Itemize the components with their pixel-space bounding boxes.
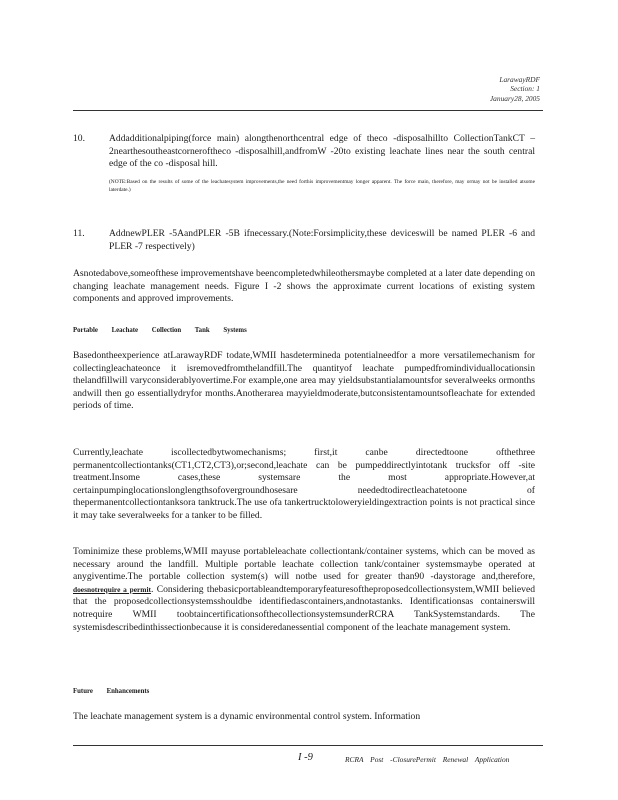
header-facility: LarawayRDF <box>499 75 540 84</box>
paragraph-experience: Basedontheexperience atLarawayRDF todate,WMII hasdetermineda potentialneedfor a more versatilemechanism for collectingleachateonce it isremovedfromthelandfill.The quantityof leachate pumpedfromindividuallocationsin thelandfillwill varyconsiderablyovertime.For example,one area may yieldsubstantialamountsfor severalweeks ormonths andwill then go essentiallydryfor months.Anotherarea mayyieldmoderate,butconsistentamountsofleachate for extended periods of time. <box>73 350 535 412</box>
item-number: 10. <box>73 133 85 144</box>
list-item-11 <box>73 228 535 253</box>
item-note: (NOTE:Based on the results of some of the leachatesystem improvements,the need forthis improvementmay longer apparent. The force main, therefore, may ormay not be installed atsome laterdate.) <box>109 178 535 193</box>
paragraph-minimize-before: Tominimize these problems,WMII mayuse portableleachate collectiontank/container systems, which can be moved as necessary around the landfill. Multiple portable leachate collection tank/container systemsmaybe operated at anygiventime.The portable collection system(s) will notbe used for greater than90 -daystorage and,therefore, <box>73 546 535 583</box>
paragraph-intro: Asnotedabove,someofthese improvementshave beencompletedwhileothersmaybe completed at a later date depending on changing leachate management needs. Figure I -2 shows the approximate current locations of existing system components and approved improvements. <box>73 268 535 305</box>
header-section: Section: 1 <box>510 84 540 94</box>
item-number: 11. <box>73 228 85 239</box>
list-item-10 <box>73 133 535 194</box>
paragraph-minimize-after: . Considering thebasicportableandtemporaryfeaturesoftheproposedcollectionsystem,WMII believed that the proposedcollectionsystemsshouldbe identifiedascontainers,andnotastanks. Identificationsas containerswill notrequire WMII toobtaincertificationsofthecollectionsystemsunderRCRA TankSystemstandards. The systemisdescribedinthissectionbecause it is consideredanessential component of the leachate management system. <box>73 583 535 633</box>
item-text: AddnewPLER -5AandPLER -5B ifnecessary.(Note:Forsimplicity,these deviceswill be named PLER -6 and PLER -7 respectively) <box>109 228 535 252</box>
section-heading-future: Future Enhancements <box>73 688 150 695</box>
underlined-permit-phrase: doesnotrequire a permit <box>73 584 151 594</box>
footer-rule <box>73 745 543 746</box>
header-rule <box>73 110 543 111</box>
section-heading-portable: Portable Leachate Collection Tank Systems <box>73 327 247 334</box>
footer-document-title: RCRA Post -ClosurePermit Renewal Application <box>345 755 510 764</box>
paragraph-currently: Currently,leachate iscollectedbytwomechanisms; first,it canbe directedtoone ofthethree permanentcollectiontanks(CT1,CT2,CT3),or;second,leachate can be pumpeddirectlyintotank trucksfor off -site treatment.Insome cases,these systemsare the most appropriate.However,at certainpumpinglocationslonglengthsofovergroundhosesare neededtodirectleachatetoone of thepermanentcollectiontanksora tanktruck.The use ofa tankertrucktoloweryieldingextraction points is not practical since it may take severalweeks for a tanker to be filled. <box>73 447 535 521</box>
header-date: January28, 2005 <box>489 93 540 103</box>
page-number: I -9 <box>298 752 313 763</box>
item-text: Addadditionalpiping(force main) alongthenorthcentral edge of theco -disposalhillto CollectionTankCT – 2nearthesoutheastcorneroftheco -disposalhill,andfromW -20to existing leachate lines near the south central edge of the co -disposal hill. <box>109 133 535 170</box>
paragraph-final: The leachate management system is a dynamic environmental control system. Information <box>73 711 421 722</box>
paragraph-minimize <box>73 546 535 634</box>
running-header <box>490 75 540 103</box>
